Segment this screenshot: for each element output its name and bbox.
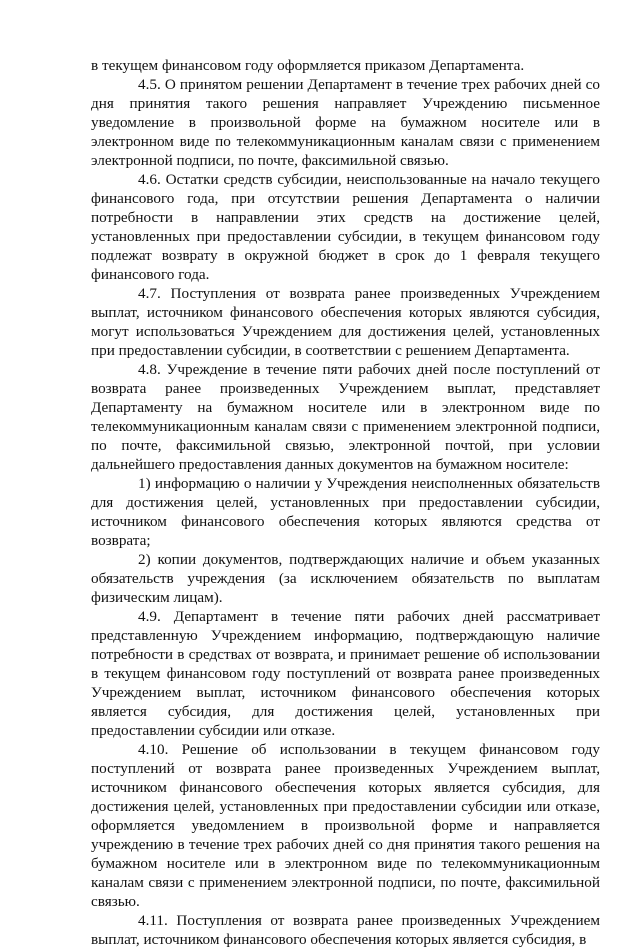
paragraph-4-6: 4.6. Остатки средств субсидии, неиспользованные на начало текущего финансового года, при отсутствии решения Департамента о наличии потребности в направлении этих средств на достижение целей, установленных при предоставлении субсидии, в текущем финансовом году подлежат возврату в окружной бюджет в срок до 1 февраля текущего финансового года.	[91, 171, 600, 283]
list-item-1: 1) информацию о наличии у Учреждения неисполненных обязательств для достижения целей, установленных при предоставлении субсидии, источником финансового обеспечения которых являются средства от возврата;	[91, 475, 600, 549]
paragraph-4-7: 4.7. Поступления от возврата ранее произведенных Учреждением выплат, источником финансового обеспечения которых являются субсидия, могут использоваться Учреждением для достижения целей, установленных при предоставлении субсидии, в соответствии с решением Департамента.	[91, 285, 600, 359]
paragraph-4-5: 4.5. О принятом решении Департамент в течение трех рабочих дней со дня принятия такого решения направляет Учреждению письменное уведомление в произвольной форме на бумажном носителе или в электронном виде по телекоммуникационным каналам связи с применением электронной подписи, по почте, факсимильной связью.	[91, 76, 600, 169]
paragraph-4-10: 4.10. Решение об использовании в текущем финансовом году поступлений от возврата ранее произведенных Учреждением выплат, источником финансового обеспечения которых является субсидия, для достижения целей, установленных при предоставлении субсидии или отказе, оформляется уведомлением в произвольной форме и направляется учреждению в течение трех рабочих дней со дня принятия такого решения на бумажном носителе или в электронном виде по телекоммуникационным каналам связи с применением электронной подписи, по почте, факсимильной связью.	[91, 741, 600, 910]
paragraph-4-11: 4.11. Поступления от возврата ранее произведенных Учреждением выплат, источником финансового обеспечения которых является субсидия, в	[91, 912, 600, 948]
paragraph-4-9: 4.9. Департамент в течение пяти рабочих дней рассматривает представленную Учреждением информацию, подтверждающую наличие потребности в средствах от возврата, и принимает решение об использовании в текущем финансовом году поступлений от возврата ранее произведенных Учреждением выплат, источником финансового обеспечения которых является субсидия, для достижения целей, установленных при предоставлении субсидии или отказе.	[91, 608, 600, 739]
paragraph-continuation: в текущем финансовом году оформляется приказом Департамента.	[91, 57, 525, 74]
paragraph-4-8: 4.8. Учреждение в течение пяти рабочих дней после поступлений от возврата ранее произведенных Учреждением выплат, представляет Департаменту на бумажном носителе или в электронном виде по телекоммуникационным каналам связи с применением электронной подписи, по почте, факсимильной связью, электронной почтой, при условии дальнейшего предоставления данных документов на бумажном носителе:	[91, 361, 600, 473]
list-item-2: 2) копии документов, подтверждающих наличие и объем указанных обязательств учреждения (за исключением обязательств по выплатам физическим лицам).	[91, 551, 600, 606]
